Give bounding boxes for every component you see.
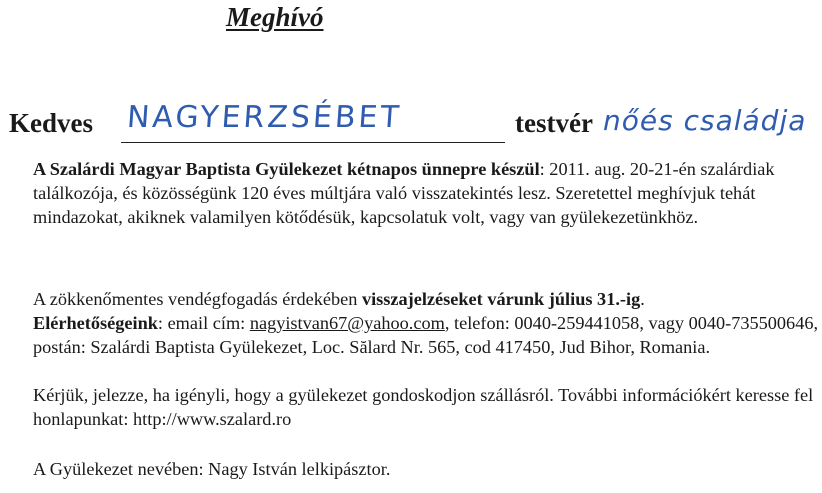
greeting-line [9,100,819,150]
document-title: Meghívó [226,2,324,32]
handwritten-name: NAGYERZSÉBET [125,100,403,135]
paragraph-contacts [9,287,822,359]
paragraph-accommodation [9,383,822,431]
event-lead: A Szalárdi Magyar Baptista Gyülekezet kétnapos ünnepre készül [33,159,540,179]
greeting-suffix: testvér [515,108,593,138]
deadline-text: visszajelzéseket várunk július 31.-ig [361,289,641,309]
event-text: : 2011. aug. 20-21-én szalárdiak találkozója, és közösségünk 120 éves múltjára való visszatekintés lesz. Szeretettel meghívjuk tehát mindazokat, akiknek valamilyen kötődésük, kapcsolatuk volt, vagy van gyülekezetünkhöz. [33,159,775,227]
deadline-period: . [640,289,645,309]
paragraph-event [9,157,822,229]
email-link[interactable]: nagyistvan67@yahoo.com [249,313,445,333]
greeting-prefix: Kedves [9,108,93,138]
paragraph-signature [9,457,822,481]
contacts-intro: A zökkenőmentes vendégfogadás érdekében [33,289,362,309]
name-blank-line [121,142,505,143]
signature-text: A Gyülekezet nevében: Nagy István lelkipásztor. [33,459,391,479]
handwritten-extra: nőés családja [603,104,807,137]
contacts-rest: , telefon: 0040-259441058, vagy 0040-735500646, postán: Szalárdi Baptista Gyülekezet, Loc. Sălard Nr. 565, cod 417450, Jud Bihor, Romania. [33,313,819,357]
contacts-label: Elérhetőségeink [33,313,158,333]
email-label: : email cím: [157,313,250,333]
accommodation-text: Kérjük, jelezze, ha igényli, hogy a gyülekezet gondoskodjon szállásról. További információkért keresse fel honlapunkat: http://www.szalard.ro [33,385,814,429]
